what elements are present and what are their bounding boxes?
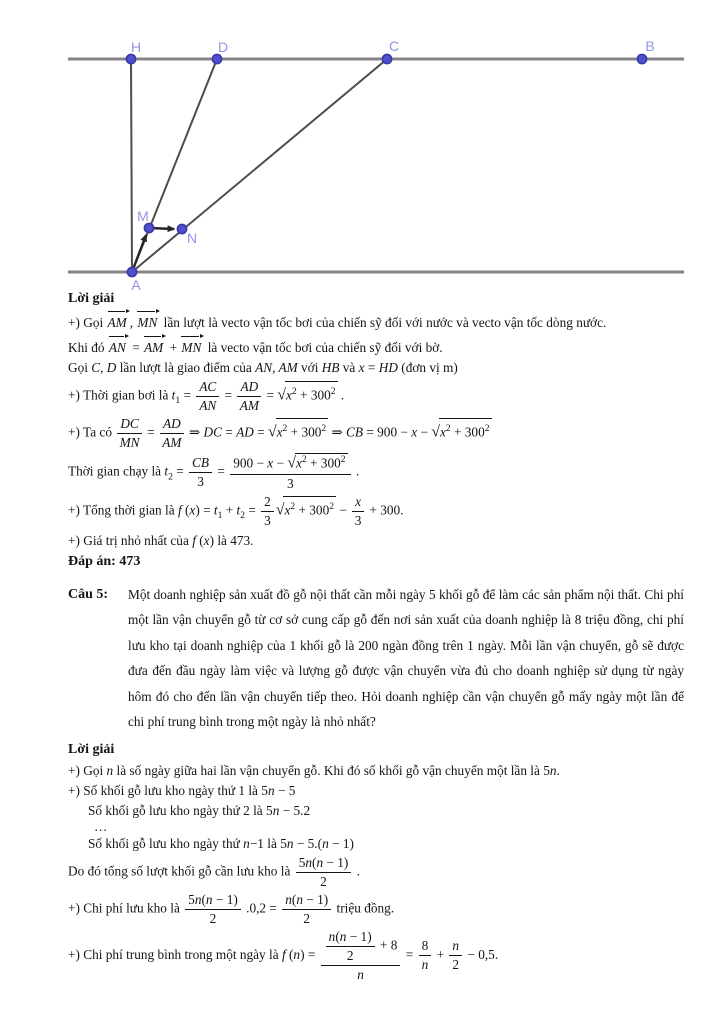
geometry-figure [0,0,724,292]
solution-1-line-1: +) Gọi AM , MN lần lượt là vecto vận tốc bơi của chiến sỹ đối với nước và vecto vận tốc dòng nước. [68,310,684,332]
point-B[interactable] [637,54,646,63]
solution-2-line-8: +) Chi phí trung bình trong một ngày là f (n) = $\frac{n(n - 1)}{2}$ + 8 n = $\frac{8}{n}$ + $\frac{n}{2}$ − 0,5. [68,928,499,982]
solution-2-line-3: Số khối gỗ lưu kho ngày thứ 2 là 5n − 5.2 [88,802,311,818]
solution-1-line-8: +) Giá trị nhỏ nhất của f (x) là 473. [68,532,254,548]
solution-1-line-3: Gọi C, D lần lượt là giao điểm của AN, AM với HB và x = HD (đơn vị m) [68,360,458,375]
solution-1-line-7: +) Tổng thời gian là f $(x) = t_1 + t_2$ = $\frac{2}{3}$ $√x^2 + 300^2$ − $\frac{x}{3}$ + 300. [68,494,404,528]
point-C[interactable] [382,54,391,63]
solution-2-line-1: +) Gọi n là số ngày giữa hai lần vận chuyển gỗ. Khi đó số khối gỗ vận chuyển một lần là 5n. [68,762,560,778]
point-label-N: N [186,230,198,246]
point-label-M: M [137,208,149,224]
document-content [68,290,684,985]
point-label-A: A [131,277,141,292]
solution-1-line-4: +) Thời gian bơi là $t_1$ = $\frac{AC}{AN}$ = $\frac{AD}{AM}$ = $√x^2 + 300^2$ . [68,379,345,413]
solution-1-line-5: +) Ta có $\frac{DC}{MN}$ = $\frac{AD}{AM}$ ⇒ DC = AD = $√x^2 + 300^2$ ⇒ CB = $900 - x - √x^2 + 300^2$ [68,415,490,450]
figure-canvas [0,0,724,292]
point-label-C: C [388,38,400,54]
question-5 [68,582,684,735]
segment-AC [132,59,387,272]
solution-2-line-5: Số khối gỗ lưu kho ngày thứ n−1 là 5n − 5.(n − 1) [88,835,354,851]
solution-2-heading: Lời giải [68,741,115,757]
point-label-B: B [645,38,655,54]
point-D[interactable] [212,54,221,63]
question-5-label: Câu 5: [68,586,109,602]
answer-text: Đáp án: 473 [68,553,141,569]
point-label-D: D [217,39,229,55]
point-label-H: H [130,39,142,55]
solution-1-line-6: Thời gian chạy là $t_2$ = $\frac{CB}{3}$ = $\frac{900 - x - √x^2 + 300^2}{3}$ . [68,453,360,492]
point-H[interactable] [126,54,135,63]
question-5-text: Một doanh nghiệp sản xuất đồ gỗ nội thất cần mỗi ngày 5 khối gỗ để làm các sản phẩm nội thất. Chi phí một lần vận chuyển gỗ từ cơ sở cung cấp gỗ đến nơi sản xuất của doanh nghiệp là 8 triệu đồng, chi phí lưu kho tại doanh nghiệp của 1 khối gỗ là 200 ngàn đồng trên 1 ngày. Mỗi lần vận chuyển, gỗ sẽ được đưa đến đầu ngày làm việc và lượng gỗ được vận chuyển vừa đủ cho doanh nghiệp sử dụng từ ngày hôm đó cho đến lần vận chuyển tiếp theo. Hỏi doanh nghiệp cần vận chuyển gỗ mấy ngày một lần để chi phí trung bình trong một ngày là nhỏ nhất? [128,586,684,730]
solution-1-line-2: Khi đó AN = AM + MN là vecto vận tốc bơi của chiến sỹ đối với bờ. [68,335,684,357]
solution-2-line-7: +) Chi phí lưu kho là $\frac{5n(n - 1)}{2}$ .0,2 = $\frac{n(n - 1)}{2}$ triệu đồng. [68,891,395,926]
solution-2-line-2: +) Số khối gỗ lưu kho ngày thứ 1 là 5n − 5 [68,782,296,798]
solution-1 [68,290,684,572]
point-A[interactable] [127,267,136,276]
point-M[interactable] [144,223,153,232]
point-N[interactable] [177,224,186,233]
solution-2 [68,741,684,983]
segment-AH [131,59,132,272]
solution-1-heading: Lời giải [68,291,115,306]
solution-2-line-4: … [94,818,110,834]
solution-2-line-6: Do đó tổng số lượt khối gỗ cần lưu kho là $\frac{5n(n - 1)}{2}$ . [68,854,360,889]
